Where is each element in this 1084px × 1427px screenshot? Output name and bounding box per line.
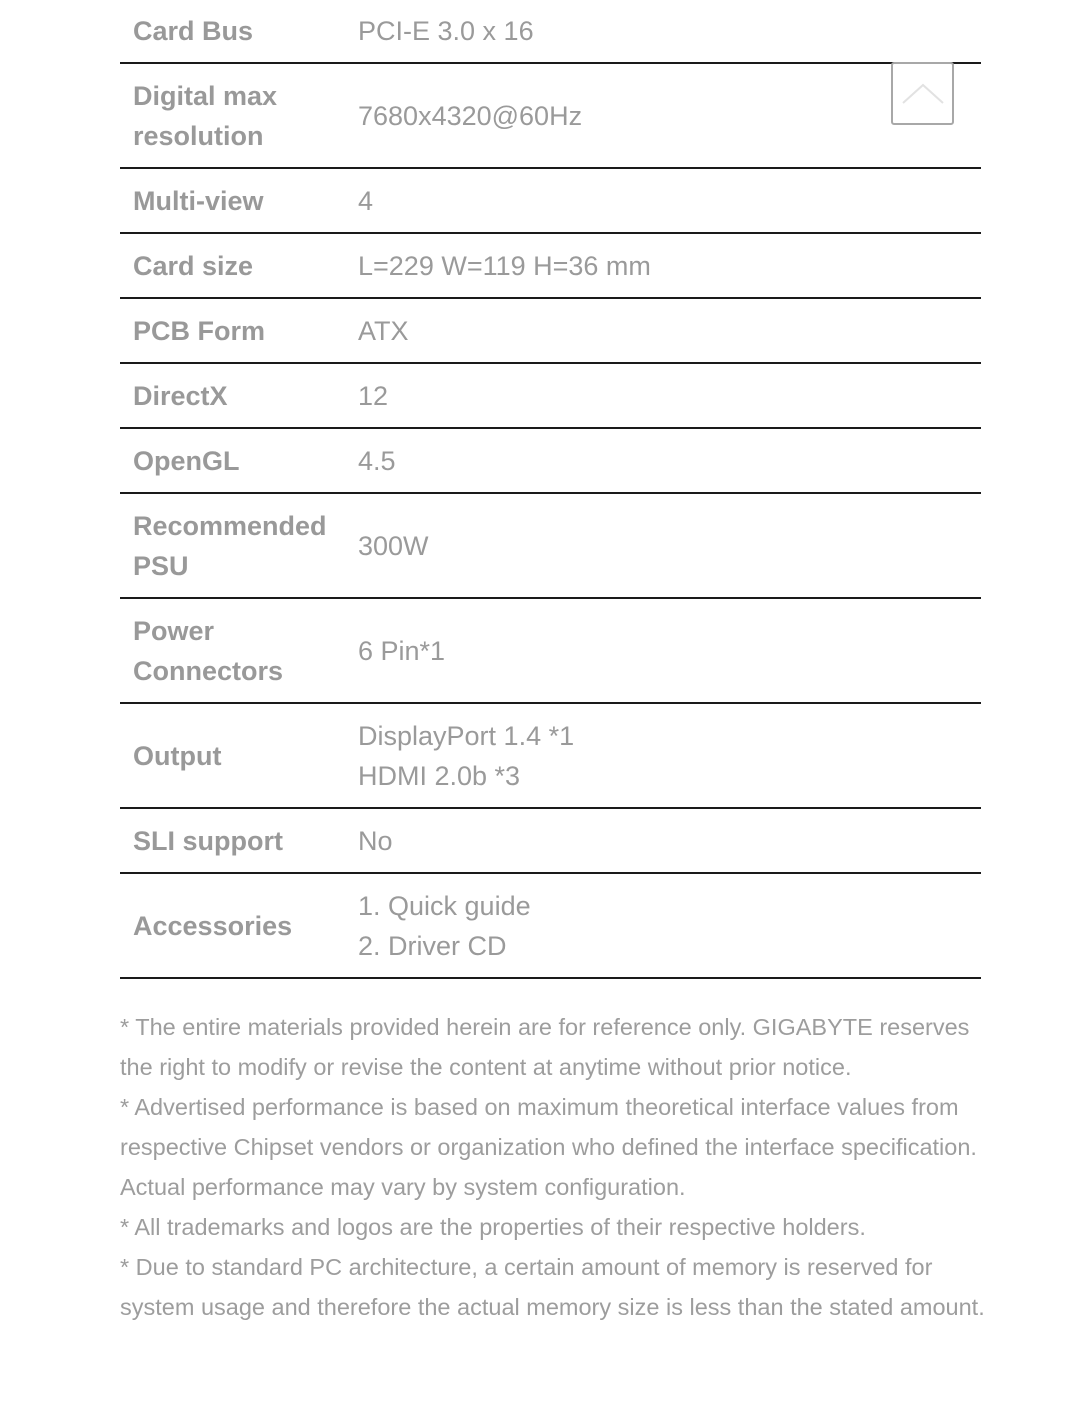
spec-value-line: L=229 W=119 H=36 mm bbox=[358, 250, 651, 281]
spec-value-line: 12 bbox=[358, 380, 389, 411]
spec-value bbox=[346, 311, 981, 351]
spec-row-sli-support bbox=[120, 809, 981, 874]
spec-value bbox=[346, 246, 981, 286]
disclaimer-note: * Advertised performance is based on maximum theoretical interface values from respective Chipset vendors or organization who defined the interface specification. Actual performance may vary by system configuration. bbox=[120, 1094, 977, 1200]
spec-value-line: 7680x4320@60Hz bbox=[358, 100, 583, 131]
spec-label: Multi-view bbox=[133, 185, 264, 216]
spec-row-directx bbox=[120, 364, 981, 429]
disclaimer-note: * Due to standard PC architecture, a certain amount of memory is reserved for system usage and therefore the actual memory size is less than the stated amount. bbox=[120, 1254, 985, 1320]
disclaimer-notes bbox=[120, 1007, 990, 1327]
spec-value bbox=[346, 96, 981, 136]
spec-value bbox=[346, 11, 981, 51]
spec-value-line: 300W bbox=[358, 530, 429, 561]
spec-row-accessories bbox=[120, 874, 981, 979]
spec-value-line: HDMI 2.0b *3 bbox=[358, 760, 521, 791]
spec-label: Accessories bbox=[133, 910, 293, 941]
spec-label: OpenGL bbox=[133, 445, 240, 476]
disclaimer-note: * The entire materials provided herein are for reference only. GIGABYTE reserves the right to modify or revise the content at anytime without prior notice. bbox=[120, 1014, 970, 1080]
spec-value bbox=[346, 526, 981, 566]
spec-label: Digital max resolution bbox=[133, 80, 278, 151]
spec-row-card-bus bbox=[120, 0, 981, 64]
spec-value-line: 4.5 bbox=[358, 445, 396, 476]
spec-row-multi-view bbox=[120, 169, 981, 234]
spec-value bbox=[346, 886, 981, 966]
spec-value-line: No bbox=[358, 825, 393, 856]
spec-row-card-size bbox=[120, 234, 981, 299]
spec-value-line: ATX bbox=[358, 315, 409, 346]
spec-value bbox=[346, 631, 981, 671]
spec-table bbox=[120, 0, 981, 979]
spec-label: Card Bus bbox=[133, 16, 254, 46]
spec-label: Power Connectors bbox=[133, 615, 284, 686]
spec-label: SLI support bbox=[133, 825, 283, 856]
spec-value-line: 1. Quick guide bbox=[358, 890, 531, 921]
spec-label: DirectX bbox=[133, 380, 228, 411]
spec-label: Card size bbox=[133, 250, 254, 281]
spec-value bbox=[346, 181, 981, 221]
spec-value-line: DisplayPort 1.4 *1 bbox=[358, 720, 575, 751]
spec-row-pcb-form bbox=[120, 299, 981, 364]
spec-value-line: PCI-E 3.0 x 16 bbox=[358, 16, 534, 46]
spec-value-line: 4 bbox=[358, 185, 374, 216]
back-to-top-button[interactable] bbox=[891, 62, 954, 125]
spec-value bbox=[346, 716, 981, 796]
disclaimer-note: * All trademarks and logos are the properties of their respective holders. bbox=[120, 1214, 866, 1240]
spec-row-output bbox=[120, 704, 981, 809]
spec-value-line: 2. Driver CD bbox=[358, 930, 507, 961]
spec-row-digital-max-resolution bbox=[120, 64, 981, 169]
spec-label: Output bbox=[133, 740, 222, 771]
spec-value bbox=[346, 821, 981, 861]
spec-value bbox=[346, 376, 981, 416]
spec-row-opengl bbox=[120, 429, 981, 494]
chevron-up-icon bbox=[901, 82, 945, 106]
spec-row-power-connectors bbox=[120, 599, 981, 704]
spec-label: Recommended PSU bbox=[133, 510, 327, 581]
spec-row-recommended-psu bbox=[120, 494, 981, 599]
spec-value bbox=[346, 441, 981, 481]
spec-label: PCB Form bbox=[133, 315, 266, 346]
spec-value-line: 6 Pin*1 bbox=[358, 635, 446, 666]
